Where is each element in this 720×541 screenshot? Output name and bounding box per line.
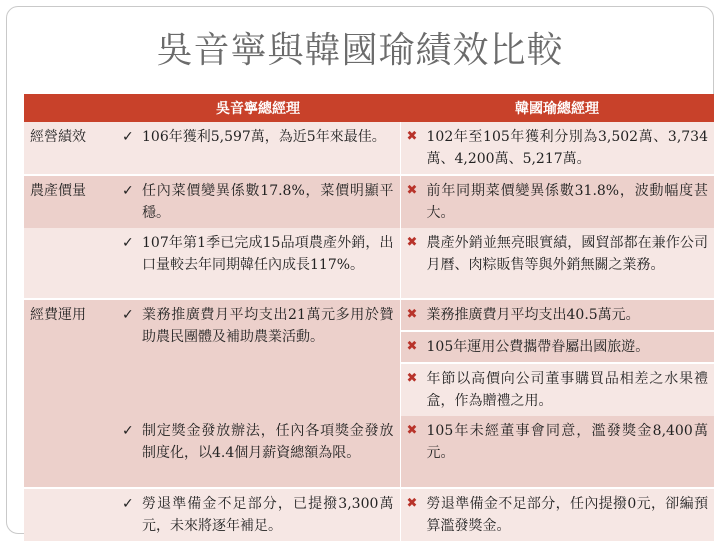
han-cell bbox=[400, 363, 714, 416]
han-text: 前年同期菜價變異係數31.8%，波動幅度甚大。 bbox=[426, 183, 708, 221]
han-text: 105年未經董事會同意，濫發獎金8,400萬元。 bbox=[426, 423, 708, 461]
han-cell bbox=[400, 331, 714, 363]
header-han: 韓國瑜總經理 bbox=[400, 94, 714, 122]
han-text: 勞退準備金不足部分，任內提撥0元，卻編預算濫發獎金。 bbox=[426, 496, 708, 534]
table-row bbox=[24, 416, 714, 488]
han-cell bbox=[400, 299, 714, 331]
han-cell bbox=[400, 175, 714, 228]
row-category bbox=[24, 228, 116, 299]
cross-icon: ✖ bbox=[406, 423, 418, 438]
row-category: 農產價量 bbox=[24, 175, 116, 228]
comparison-table bbox=[24, 94, 714, 541]
wu-text: 106年獲利5,597萬，為近5年來最佳。 bbox=[142, 129, 386, 145]
cross-icon: ✖ bbox=[406, 339, 418, 354]
wu-text: 107年第1季已完成15品項農產外銷，出口量較去年同期韓任內成長117%。 bbox=[142, 235, 394, 273]
wu-cell bbox=[116, 175, 400, 228]
row-category bbox=[24, 416, 116, 488]
han-text: 105年運用公費攜帶眷屬出國旅遊。 bbox=[426, 339, 650, 355]
table-header-row bbox=[24, 94, 714, 122]
wu-text: 制定獎金發放辦法，任內各項獎金發放制度化，以4.4個月薪資總額為限。 bbox=[142, 423, 394, 461]
table-row bbox=[24, 175, 714, 228]
table-row bbox=[24, 122, 714, 175]
wu-text: 任內菜價變異係數17.8%，菜價明顯平穩。 bbox=[142, 183, 394, 221]
slide-title: 吳音寧與韓國瑜績效比較 bbox=[156, 30, 564, 71]
cross-icon: ✖ bbox=[406, 183, 418, 198]
wu-cell bbox=[116, 488, 400, 541]
han-text: 102年至105年獲利分別為3,502萬、3,734萬、4,200萬、5,217萬。 bbox=[426, 129, 708, 167]
wu-text: 勞退準備金不足部分，已提撥3,300萬元，未來將逐年補足。 bbox=[142, 496, 394, 534]
check-icon: ✓ bbox=[122, 235, 134, 251]
table-row bbox=[24, 228, 714, 299]
cross-icon: ✖ bbox=[406, 496, 418, 511]
wu-cell bbox=[116, 122, 400, 175]
han-cell bbox=[400, 228, 714, 299]
han-text: 年節以高價向公司董事購買品相差之水果禮盒，作為贈禮之用。 bbox=[426, 371, 708, 409]
check-icon: ✓ bbox=[122, 423, 134, 439]
check-icon: ✓ bbox=[122, 307, 134, 323]
table-row bbox=[24, 299, 714, 331]
cross-icon: ✖ bbox=[406, 307, 418, 322]
wu-cell bbox=[116, 228, 400, 299]
han-cell bbox=[400, 488, 714, 541]
cross-icon: ✖ bbox=[406, 129, 418, 144]
check-icon: ✓ bbox=[122, 129, 134, 145]
wu-text: 業務推廣費月平均支出21萬元多用於贊助農民團體及補助農業活動。 bbox=[142, 307, 394, 345]
header-wu: 吳音寧總經理 bbox=[116, 94, 400, 122]
han-text: 農產外銷並無亮眼實績，國貿部都在兼作公司月曆、肉粽販售等與外銷無關之業務。 bbox=[426, 235, 708, 273]
row-category bbox=[24, 488, 116, 541]
cross-icon: ✖ bbox=[406, 235, 418, 250]
cross-icon: ✖ bbox=[406, 371, 418, 386]
row-category: 經營績效 bbox=[24, 122, 116, 175]
table-row bbox=[24, 488, 714, 541]
han-cell bbox=[400, 416, 714, 488]
wu-cell bbox=[116, 416, 400, 488]
han-text: 業務推廣費月平均支出40.5萬元。 bbox=[426, 307, 640, 323]
han-cell bbox=[400, 122, 714, 175]
wu-cell bbox=[116, 299, 400, 416]
check-icon: ✓ bbox=[122, 496, 134, 512]
row-category: 經費運用 bbox=[24, 299, 116, 416]
header-empty bbox=[24, 94, 116, 122]
check-icon: ✓ bbox=[122, 183, 134, 199]
